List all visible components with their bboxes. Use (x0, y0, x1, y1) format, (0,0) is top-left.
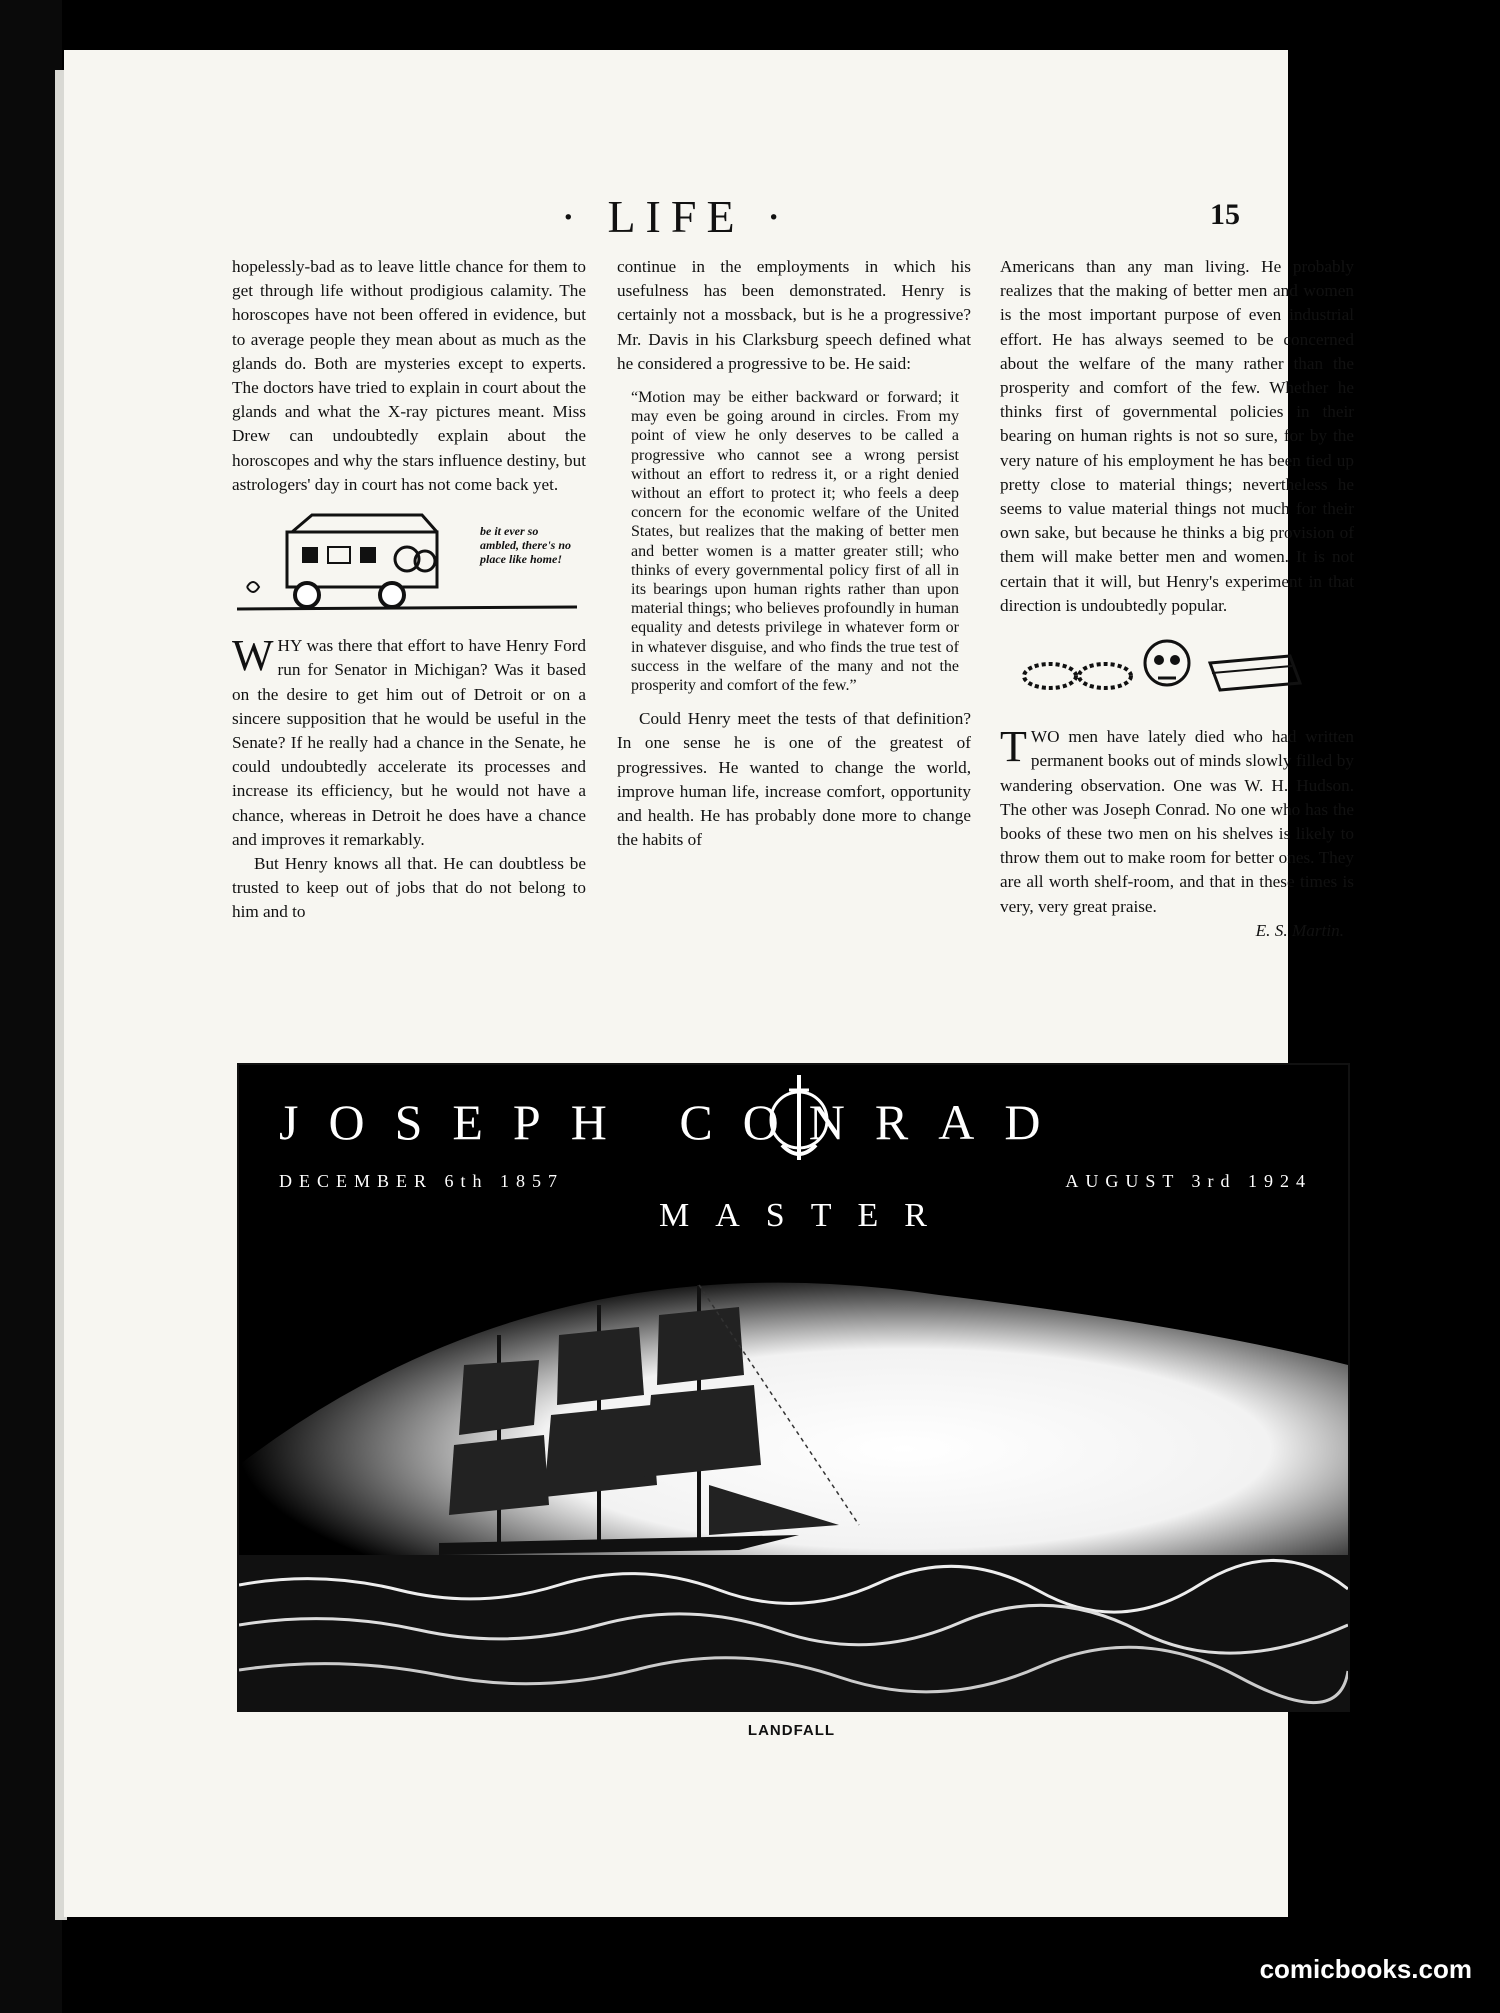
col1-paragraph-1: hopelessly-bad as to leave little chance for them to get through life without prodigious calamity. The horoscopes have not been offered in evidence, but to average people they mean about as much as the glands do. Both are mysteries except to experts. The doctors have tried to explain in court about the glands and what the X-ray pictures meant. Miss Drew can undoubtedly explain about the horoscopes and why the stars influence destiny, but astrologers' day in court has not come back yet. (232, 257, 586, 494)
davis-quote: “Motion may be either backward or forward; it may even be going around in circles. From my point of view he only deserves to be called a progressive who cannot see a wrong persist without an effort to redress it, or a right denied without an effort to protect it; who feels a deep concern for the economic welfare of the United States, but realizes that the making of better men and better women is a matter greater still; who thinks of every governmental policy first of all in its bearings upon human rights rather than upon material things; who believes profoundly in human equality and detests privilege in whatever form or in whatever disguise, and who finds the true test of success in the welfare of the many and not the prosperity and comfort of the few.” (631, 389, 959, 695)
illustration-caption: LANDFALL (747, 1722, 836, 1739)
banner-master: MASTER (659, 1197, 953, 1234)
death-date: AUGUST 3rd 1924 (1065, 1171, 1312, 1191)
birth-date: DECEMBER 6th 1857 (279, 1171, 565, 1191)
signature: E. S. Martin. (1255, 920, 1344, 940)
col2-paragraph-1: continue in the employments in which his usefulness has been demonstrated. Henry is certainly not a mossback, but is he a progressive? Mr. Davis in his Clarksburg speech defined what he considered a progressive to be. He said: (617, 257, 971, 373)
masthead: · LIFE · (560, 191, 792, 242)
wreath-skull-book-ornament (1000, 628, 1354, 715)
page-number: 15 (1210, 198, 1240, 231)
col3-paragraph-2: TWO men have lately died who had written permanent books out of minds slowly filled by wandering observation. One was W. H. Hudson. The other was Joseph Conrad. No one who has the books of these two men on his shelves is likely to throw them out to make room for better ones. They are all worth shelf-room, and that in these times is very, very great praise. (1000, 722, 1354, 916)
left-page-edge (0, 0, 62, 2013)
page-header (64, 190, 1288, 260)
col1-paragraph-3: But Henry knows all that. He can doubtless be trusted to keep out of jobs that do not belong to him and to (232, 854, 586, 922)
banner-title: JOSEPH CONRAD (279, 1094, 1071, 1150)
dropcap-t: T (1000, 722, 1027, 772)
dropcap-w: W (232, 631, 274, 681)
col1-paragraph-2: WHY was there that effort to have Henry Ford run for Senator in Michigan? Was it based on the desire to get him out of Detroit or on a sincere supposition that he would be useful in the Senate? If he really had a chance in the Senate, he could undoubtedly accelerate its processes and increase its efficiency, but he would not have a chance, whereas in Detroit he does have a chance and improves it remarkably. (232, 631, 586, 849)
column-3 (1000, 255, 1354, 943)
watermark: comicbooks.com (1259, 1954, 1472, 1984)
column-1 (232, 255, 586, 925)
column-2 (617, 255, 971, 852)
col3-paragraph-1: Americans than any man living. He probably realizes that the making of better men and women is the most important purpose of even industrial effort. He has always seemed to be concerned about the welfare of the many rather than the prosperity and comfort of the few. Whether he thinks first of governmental policies in their bearing on human rights is not so sure, for by the very nature of his employment he has been tied up pretty close to material things; nevertheless he seems to value material things not much for their own sake, but because he thinks a big provision of them will make better men and women. It is not certain that it will, but Henry's experiment in that direction is undoubtedly popular. (1000, 257, 1354, 615)
ornament-drawing (1000, 628, 1354, 708)
car-cartoon: be it ever so ambled, there's no place like home! (232, 507, 586, 624)
conrad-memorial-banner (237, 1063, 1350, 1712)
anchor-emblem (764, 1065, 834, 1175)
magazine-page (64, 50, 1354, 1917)
col2-paragraph-2: Could Henry meet the tests of that definition? In one sense he is one of the greatest of progressives. He wanted to change the world, improve human life, increase comfort, opportunity and health. He has probably done more to change the habits of (617, 709, 971, 850)
